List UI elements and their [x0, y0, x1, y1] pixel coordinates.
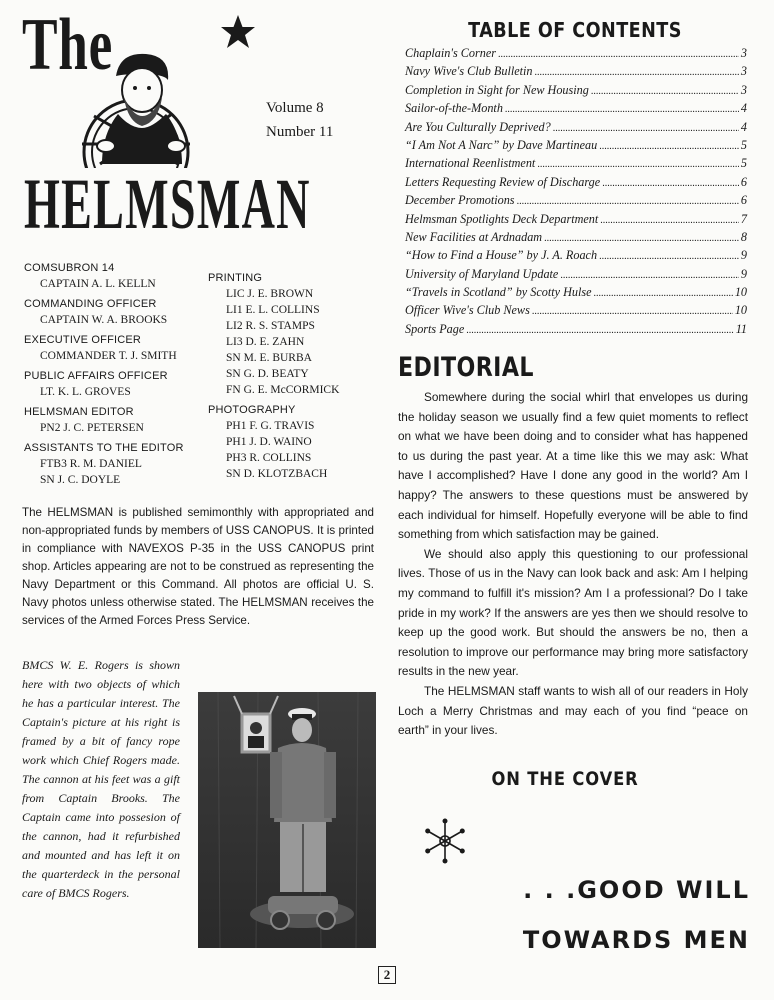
toc-entry	[405, 156, 747, 174]
toc-entry	[405, 138, 747, 156]
toc-entry-page: 5	[740, 137, 747, 152]
toc-list	[405, 46, 747, 340]
printing-name: LI2 R. S. STAMPS	[226, 320, 315, 332]
toc-leader	[602, 178, 739, 189]
toc-leader	[466, 325, 733, 336]
toc-leader	[599, 141, 739, 152]
photography-name: PH3 R. COLLINS	[226, 452, 312, 464]
toc-entry-page: 6	[740, 174, 747, 189]
issue-number-label: Number 11	[266, 124, 334, 140]
page-number: 2	[378, 966, 396, 984]
toc-entry	[405, 230, 747, 248]
toc-leader	[553, 123, 739, 134]
toc-entry-page: 9	[740, 266, 747, 281]
toc-leader	[505, 104, 739, 115]
toc-leader	[532, 306, 733, 317]
staff-list-left	[24, 260, 214, 488]
publication-statement: The HELMSMAN is published semimonthly with appropriated and non-appropriated funds by members of USS CANOPUS. It is printed in compliance with NAVEXOS P-35 in the USS CANOPUS print shop. Articles appearing are not to be construed as representing the Navy Department or this Command. All photos are official U. S. Navy photos unless otherwise stated. The HELMSMAN receives the services of the Armed Forces Press Service.	[22, 506, 374, 627]
toc-entry-page: 7	[740, 211, 747, 226]
toc-entry-title: Chaplain's Corner	[405, 46, 496, 60]
toc-entry-title: International Reenlistment	[405, 156, 536, 171]
toc-entry-page: 9	[740, 248, 747, 263]
editorial-paragraph: We should also apply this questioning to our professional lives. Those of us in the Navy can look back and ask: Am I helping my command to fulfill it's mission? Am I a professional? Do I take pride in my work? If the answers are yes then we should resolve to keep up the good work. But should the answers be no, then a resolution to improve our performance may bring more satisfactory results in the new year.	[398, 546, 748, 679]
staff-name: LT. K. L. GROVES	[40, 386, 131, 398]
star-icon	[220, 14, 256, 50]
toc-leader	[537, 159, 739, 170]
staff-name: CAPTAIN W. A. BROOKS	[40, 314, 168, 326]
toc-entry-page: 4	[740, 119, 747, 134]
printing-name: SN G. D. BEATY	[226, 368, 309, 380]
toc-entry	[405, 248, 747, 266]
staff-name: FTB3 R. M. DANIEL	[40, 458, 142, 470]
toc-entry-title: “How to Find a House” by J. A. Roach	[405, 248, 598, 263]
toc-entry-title: Sailor-of-the-Month	[405, 101, 503, 116]
toc-leader	[594, 288, 733, 299]
toc-entry-title: University of Maryland Update	[405, 266, 559, 281]
toc-entry-page: 8	[740, 229, 747, 244]
staff-name: PN2 J. C. PETERSEN	[40, 422, 144, 434]
staff-role: EXECUTIVE OFFICER	[24, 334, 142, 346]
toc-entry-page: 10	[734, 285, 747, 300]
editorial-paragraph: The HELMSMAN staff wants to wish all of our readers in Holy Loch a Merry Christmas and may each of you find “peace on earth” in your lives.	[398, 683, 748, 738]
printing-name: LI3 D. E. ZAHN	[226, 336, 305, 348]
toc-entry-title: “Travels in Scotland” by Scotty Hulse	[405, 285, 592, 300]
toc-entry	[405, 120, 747, 138]
photography-name: SN D. KLOTZBACH	[226, 468, 328, 480]
snowflake-icon	[422, 818, 468, 864]
toc-entry-page: 3	[740, 46, 747, 60]
toc-leader	[591, 86, 739, 97]
toc-leader	[599, 251, 739, 262]
toc-entry-title: Are You Culturally Deprived?	[405, 119, 551, 134]
toc-entry	[405, 101, 747, 119]
chief-rogers-photo	[198, 692, 376, 948]
toc-entry-title: Navy Wive's Club Bulletin	[405, 64, 533, 79]
staff-name: COMMANDER T. J. SMITH	[40, 350, 177, 362]
staff-role: COMMANDING OFFICER	[24, 298, 157, 310]
toc-entry-page: 10	[734, 303, 747, 318]
toc-entry-page: 3	[740, 64, 747, 79]
toc-entry	[405, 267, 747, 285]
masthead-the: The	[22, 4, 113, 86]
toc-entry-title: “I Am Not A Narc” by Dave Martineau	[405, 137, 598, 152]
toc-entry-page: 3	[740, 82, 747, 97]
toc-entry	[405, 193, 747, 211]
toc-leader	[517, 196, 739, 207]
editorial-heading: EDITORIAL	[398, 352, 534, 383]
staff-name: SN J. C. DOYLE	[40, 474, 121, 486]
toc-entry-title: Helmsman Spotlights Deck Department	[405, 211, 599, 226]
toc-entry-page: 6	[740, 193, 747, 208]
printing-name: LI1 E. L. COLLINS	[226, 304, 320, 316]
photography-name: PH1 J. D. WAINO	[226, 436, 312, 448]
toc-entry-title: December Promotions	[405, 193, 515, 208]
toc-entry-title: Letters Requesting Review of Discharge	[405, 174, 601, 189]
staff-role: ASSISTANTS TO THE EDITOR	[24, 442, 184, 454]
cover-line-1: . . .GOOD WILL	[523, 876, 750, 904]
staff-list-right	[208, 270, 378, 482]
toc-entry	[405, 175, 747, 193]
toc-leader	[544, 233, 739, 244]
staff-name: CAPTAIN A. L. KELLN	[40, 278, 156, 290]
toc-entry-page: 4	[740, 101, 747, 116]
printing-role: PRINTING	[208, 272, 263, 284]
toc-entry	[405, 322, 747, 340]
toc-entry-title: Sports Page	[405, 321, 465, 336]
toc-entry-title: Officer Wive's Club News	[405, 303, 530, 318]
staff-role: PUBLIC AFFAIRS OFFICER	[24, 370, 168, 382]
helmsman-illustration	[72, 44, 214, 168]
toc-entry-title: New Facilities at Ardnadam	[405, 229, 543, 244]
printing-name: LIC J. E. BROWN	[226, 288, 314, 300]
photography-role: PHOTOGRAPHY	[208, 404, 296, 416]
toc-entry-page: 11	[735, 321, 747, 336]
editorial-body	[398, 388, 748, 741]
toc-entry-title: Completion in Sight for New Housing	[405, 82, 589, 97]
toc-leader	[600, 215, 739, 226]
staff-role: HELMSMAN EDITOR	[24, 406, 134, 418]
toc-leader	[560, 270, 739, 281]
toc-entry	[405, 83, 747, 101]
toc-entry	[405, 46, 747, 64]
toc-entry	[405, 212, 747, 230]
cover-line-2: TOWARDS MEN	[522, 926, 750, 954]
masthead-helmsman: HELMSMAN	[24, 164, 311, 244]
photo-caption: BMCS W. E. Rogers is shown here with two objects of which he has a particular interest. The Captain's picture at his right is framed by a bit of fancy rope work which Chief Rogers made. The cannon at his feet was a gift from Captain Brooks. The Captain came into possesion of the cannon, had it refurbished and mounted and has left it on the quarterdeck in the personal care of BMCS Rogers.	[22, 658, 180, 900]
printing-name: FN G. E. McCORMICK	[226, 384, 340, 396]
toc-leader	[498, 49, 739, 60]
toc-entry	[405, 285, 747, 303]
toc-leader	[535, 67, 739, 78]
printing-name: SN M. E. BURBA	[226, 352, 312, 364]
toc-entry	[405, 303, 747, 321]
toc-heading: TABLE OF CONTENTS	[468, 18, 682, 42]
cover-heading: ON THE COVER	[491, 768, 639, 790]
volume-label: Volume 8	[266, 100, 324, 116]
photography-name: PH1 F. G. TRAVIS	[226, 420, 315, 432]
toc-entry-page: 5	[740, 156, 747, 171]
editorial-paragraph: Somewhere during the social whirl that envelopes us during the holiday season we usually find a few quiet moments to reflect on what we have been doing and to consider what has happened to us during the past year. At a time like this we may ask: What have I accomplished? Have I done any good in the world? Am I happy? The answers to these questions must be answered by each individual for himself. Hopefully everyone will be able to find something from which satisfaction may be gained.	[398, 390, 748, 542]
staff-role: COMSUBRON 14	[24, 262, 115, 274]
toc-entry	[405, 64, 747, 82]
